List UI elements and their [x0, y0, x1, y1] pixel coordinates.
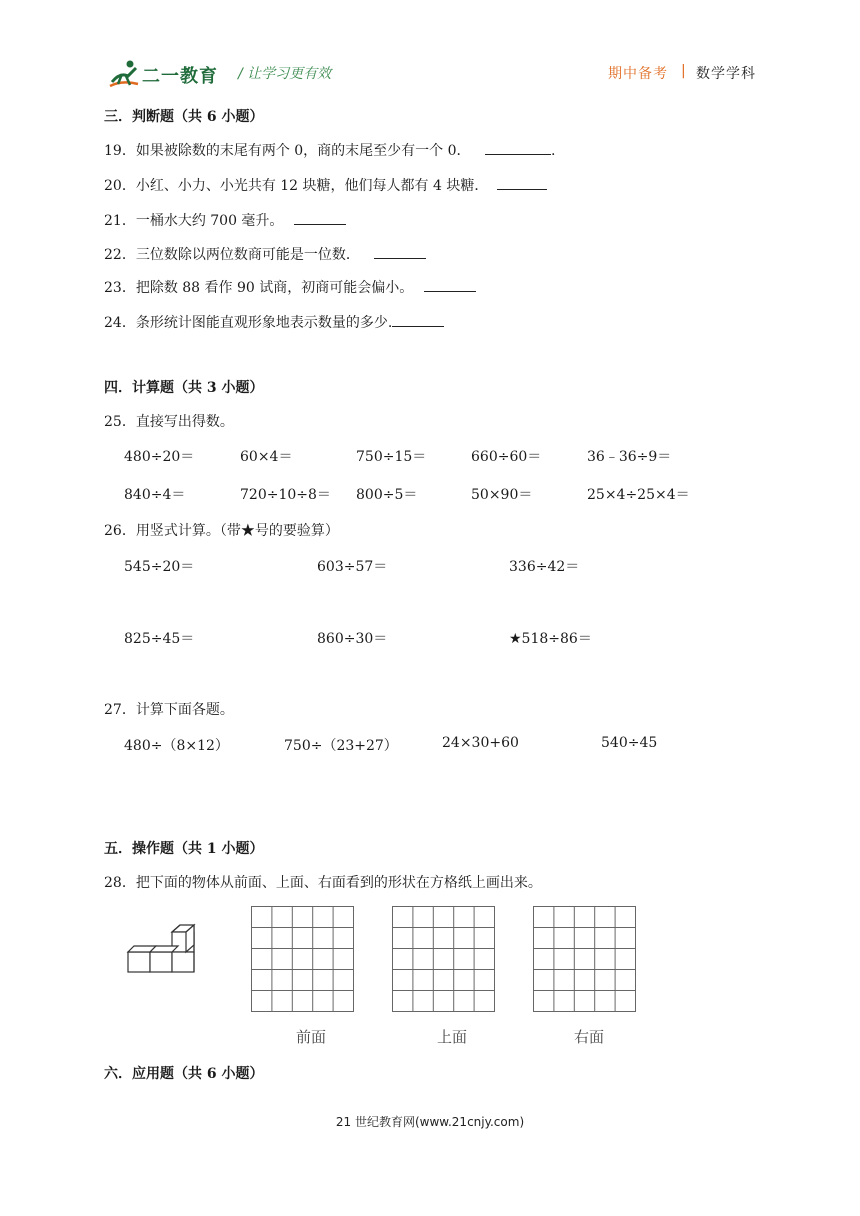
question-23-text: 23．把除数 88 看作 90 试商，初商可能会偏小。: [104, 280, 414, 296]
answer-blank-19[interactable]: [485, 140, 551, 155]
question-19-tail: .: [550, 143, 556, 159]
oral-calc-item: 25×4÷25×4＝: [587, 487, 690, 503]
header-subject: 数学学科: [696, 66, 756, 82]
square-grid: [533, 906, 636, 1012]
mixed-calc-item: 24×30+60: [442, 735, 519, 751]
grid-label-front: 前面: [296, 1028, 327, 1046]
oral-calc-item: 660÷60＝: [471, 449, 542, 465]
logo-text: 二一教育: [142, 66, 218, 87]
question-24-text: 24．条形统计图能直观形象地表示数量的多少.: [104, 315, 393, 331]
question-21: [104, 210, 346, 230]
square-grid: [251, 906, 354, 1012]
vertical-calc-item: 825÷45＝: [124, 631, 195, 647]
answer-blank-24[interactable]: [392, 312, 444, 327]
section-6-title: 六．应用题（共 6 小题）: [104, 1066, 264, 1082]
cube-stack-figure: [120, 922, 200, 974]
oral-calc-item: 480÷20＝: [124, 449, 195, 465]
header-separator: |: [681, 63, 686, 79]
question-27-title: 27．计算下面各题。: [104, 702, 234, 718]
question-22-text: 22．三位数除以两位数商可能是一位数．: [104, 247, 360, 263]
question-23: [104, 277, 476, 297]
grid-label-top: 上面: [437, 1028, 468, 1046]
question-28-text: 28．把下面的物体从前面、上面、右面看到的形状在方格纸上画出来。: [104, 875, 542, 891]
header-slogan: / 让学习更有效: [238, 66, 332, 82]
oral-calc-item: 750÷15＝: [356, 449, 427, 465]
oral-calc-item: 60×4＝: [240, 449, 293, 465]
vertical-calc-item: ★518÷86＝: [509, 631, 592, 647]
oral-calc-item: 50×90＝: [471, 487, 533, 503]
oral-calc-item: 36﹣36÷9＝: [587, 449, 672, 465]
oral-calc-item: 720÷10÷8＝: [240, 487, 331, 503]
oral-calc-item: 840÷4＝: [124, 487, 186, 503]
grid-top[interactable]: [392, 906, 495, 1016]
oral-calc-item: 800÷5＝: [356, 487, 418, 503]
section-5-title: 五．操作题（共 1 小题）: [104, 841, 264, 857]
page-footer: 21 世纪教育网(www.21cnjy.com): [335, 1115, 525, 1129]
answer-blank-21[interactable]: [294, 210, 346, 225]
question-22: [104, 244, 426, 264]
answer-blank-20[interactable]: [497, 175, 547, 190]
grid-front[interactable]: [251, 906, 354, 1016]
section-3-title: 三．判断题（共 6 小题）: [104, 109, 264, 125]
grid-right[interactable]: [533, 906, 636, 1016]
answer-blank-23[interactable]: [424, 277, 476, 292]
vertical-calc-item: 603÷57＝: [317, 559, 388, 575]
section-4-title: 四．计算题（共 3 小题）: [104, 380, 264, 396]
header-tag: 期中备考: [608, 66, 668, 82]
mixed-calc-item: 750÷（23+27）: [284, 738, 398, 754]
question-26-title: 26．用竖式计算。（带★号的要验算）: [104, 523, 339, 539]
question-20: [104, 175, 547, 195]
question-24: [104, 312, 444, 332]
vertical-calc-item: 545÷20＝: [124, 559, 195, 575]
question-19-text: 19．如果被除数的末尾有两个 0，商的末尾至少有一个 0．: [104, 143, 471, 159]
vertical-calc-item: 336÷42＝: [509, 559, 580, 575]
answer-blank-22[interactable]: [374, 244, 426, 259]
grid-label-right: 右面: [574, 1028, 605, 1046]
square-grid: [392, 906, 495, 1012]
question-20-text: 20．小红、小力、小光共有 12 块糖，他们每人都有 4 块糖．: [104, 178, 489, 194]
vertical-calc-item: 860÷30＝: [317, 631, 388, 647]
runner-logo-icon: [108, 58, 142, 90]
question-19: [104, 140, 555, 160]
mixed-calc-item: 480÷（8×12）: [124, 738, 229, 754]
question-21-text: 21．一桶水大约 700 毫升。: [104, 213, 284, 229]
mixed-calc-item: 540÷45: [601, 735, 658, 751]
question-25-title: 25．直接写出得数。: [104, 414, 234, 430]
